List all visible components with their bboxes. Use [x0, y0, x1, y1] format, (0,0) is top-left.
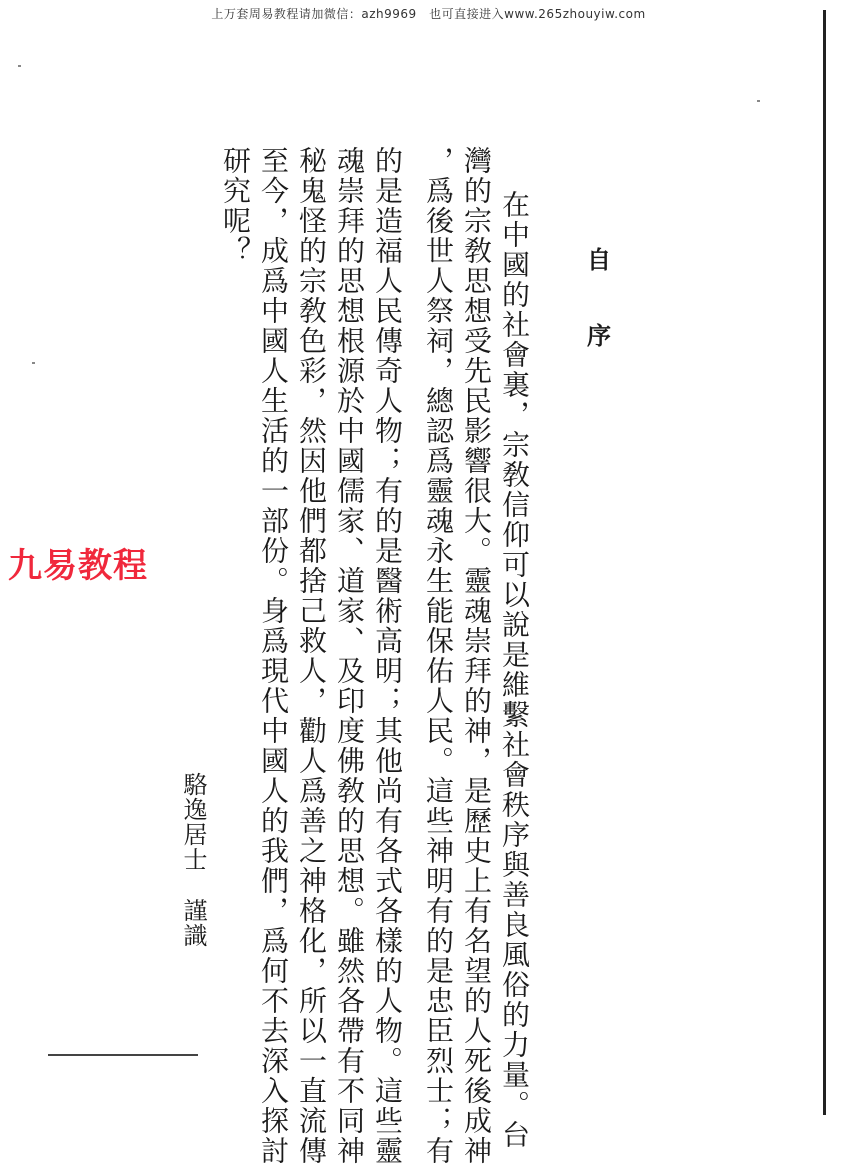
title-char-2: 序: [587, 321, 611, 350]
body-column-5: 魂崇拜的思想根源於中國儒家、道家、及印度佛敎的思想。雖然各帶有不同神: [333, 146, 366, 1166]
body-column-3: ，爲後世人祭祠，總認爲靈魂永生能保佑人民。這些神明有的是忠臣烈士；有: [422, 146, 455, 1166]
body-column-1: 在中國的社會裏，宗敎信仰可以說是維繫社會秩序與善良風俗的力量。台: [498, 190, 531, 1150]
body-column-7: 至今，成爲中國人生活的一部份。身爲現代中國人的我們，爲何不去深入探討: [257, 146, 290, 1166]
body-column-4: 的是造福人民傳奇人物；有的是醫術高明；其他尚有各式各樣的人物。這些靈: [371, 146, 404, 1166]
title-char-1: 自: [587, 245, 611, 274]
bottom-scan-rule: [48, 1054, 198, 1056]
body-column-2: 灣的宗敎思想受先民影響很大。靈魂崇拜的神，是歷史上有名望的人死後成神: [460, 146, 493, 1166]
page-edge-line: [823, 10, 826, 1115]
scan-speck: [18, 65, 21, 67]
watermark-logo: 九易教程: [8, 546, 148, 586]
scan-speck: [32, 362, 35, 364]
signature-note: 謹識: [179, 898, 207, 948]
body-column-6: 秘鬼怪的宗敎色彩，然因他們都捨己救人，勸人爲善之神格化，所以一直流傳: [295, 146, 328, 1166]
body-column-8: 研究呢？: [219, 146, 252, 266]
signature-name: 駱逸居士: [179, 772, 207, 872]
scan-speck: [757, 100, 760, 102]
page-header: 上万套周易教程请加微信：azh9969 也可直接进入www.265zhouyiw.com: [211, 7, 646, 21]
